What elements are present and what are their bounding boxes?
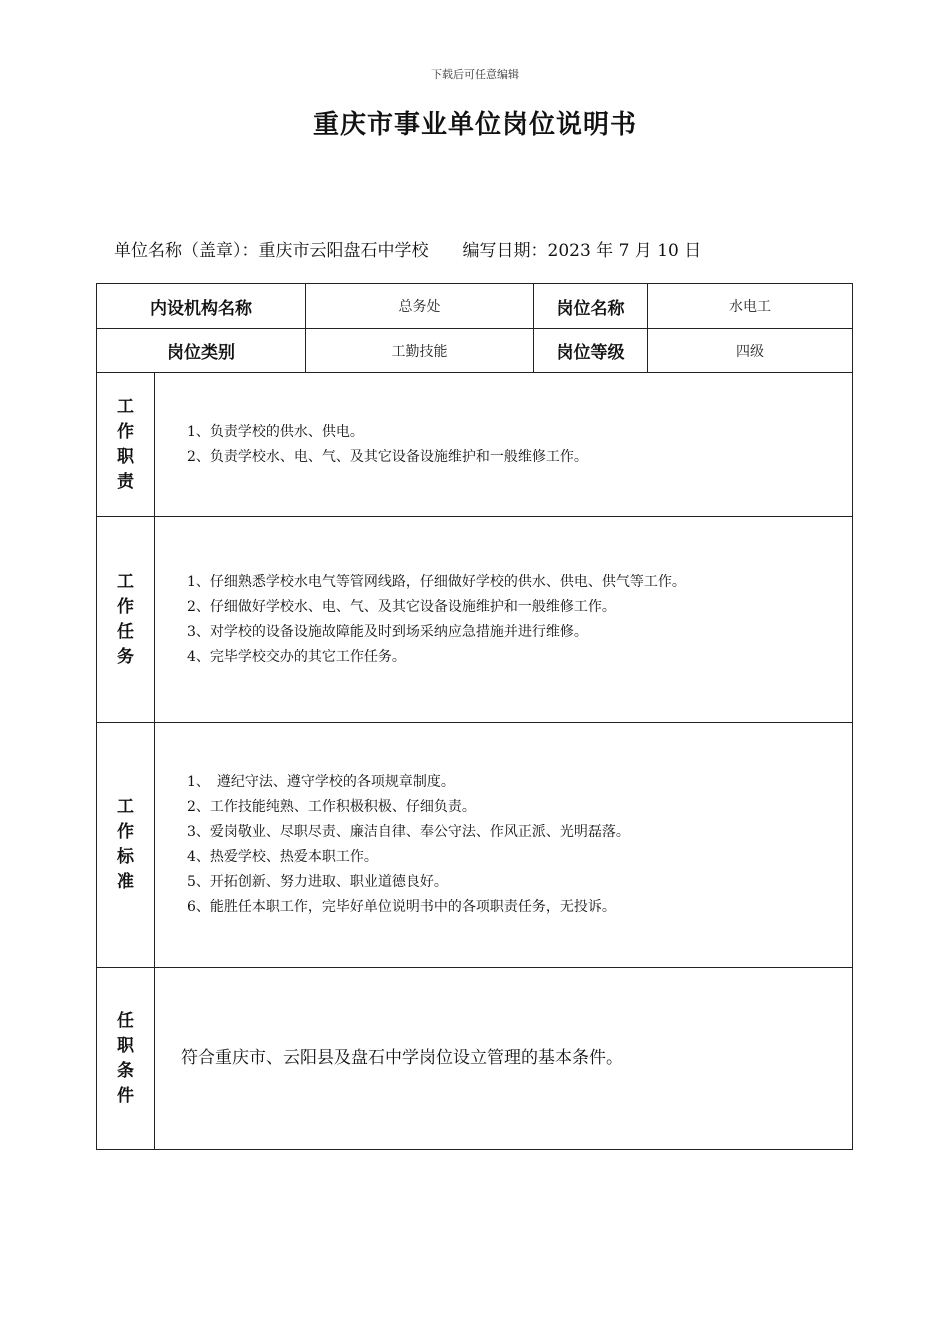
section-standards (97, 723, 853, 968)
section-duties (97, 373, 853, 517)
section-label: 任 职 条 件 (97, 968, 155, 1150)
header-note: 下载后可任意编辑 (431, 68, 519, 81)
list-item: 2、负责学校水、电、气、及其它设备设施维护和一般维修工作。 (187, 448, 588, 465)
section-label: 工 作 任 务 (97, 517, 155, 723)
list-item: 3、对学校的设备设施故障能及时到场采纳应急措施并进行维修。 (187, 623, 588, 640)
section-tasks (97, 517, 853, 723)
list-item: 3、爱岗敬业、尽职尽责、廉洁自律、奉公守法、作风正派、光明磊落。 (187, 824, 630, 840)
list-item: 6、能胜任本职工作，完毕好单位说明书中的各项职责任务，无投诉。 (187, 899, 616, 915)
list-item: 2、工作技能纯熟、工作积极积极、仔细负责。 (187, 799, 476, 815)
list-item: 2、仔细做好学校水、电、气、及其它设备设施维护和一般维修工作。 (187, 598, 616, 615)
list-item: 4、热爱学校、热爱本职工作。 (187, 849, 378, 865)
list-item: 5、开拓创新、努力进取、职业道德良好。 (187, 874, 448, 890)
dept-label: 内设机构名称 (97, 284, 306, 329)
dept-value: 总务处 (306, 284, 534, 329)
post-type-label: 岗位类别 (97, 329, 306, 373)
job-description-table (96, 283, 853, 1150)
table-row (97, 329, 853, 373)
section-qualifications (97, 968, 853, 1150)
section-content (155, 723, 853, 968)
list-item: 4、完毕学校交办的其它工作任务。 (187, 648, 406, 665)
post-name-label: 岗位名称 (534, 284, 648, 329)
meta-line (114, 236, 701, 261)
table-row (97, 284, 853, 329)
section-content (155, 517, 853, 723)
post-level-value: 四级 (648, 329, 853, 373)
section-label: 工 作 标 准 (97, 723, 155, 968)
section-label: 工 作 职 责 (97, 373, 155, 517)
post-name-value: 水电工 (648, 284, 853, 329)
compile-date: 编写日期：2023 年 7 月 10 日 (462, 241, 702, 261)
list-item: 符合重庆市、云阳县及盘石中学岗位设立管理的基本条件。 (181, 1048, 623, 1068)
list-item: 1、仔细熟悉学校水电气等管网线路，仔细做好学校的供水、供电、供气等工作。 (187, 573, 686, 590)
section-content (155, 373, 853, 517)
list-item: 1、负责学校的供水、供电。 (187, 423, 364, 440)
list-item: 1、 遵纪守法、遵守学校的各项规章制度。 (187, 774, 455, 790)
post-type-value: 工勤技能 (306, 329, 534, 373)
section-content (155, 968, 853, 1150)
unit-name: 单位名称（盖章）：重庆市云阳盘石中学校 (114, 241, 429, 261)
post-level-label: 岗位等级 (534, 329, 648, 373)
page-title: 重庆市事业单位岗位说明书 (312, 110, 637, 140)
